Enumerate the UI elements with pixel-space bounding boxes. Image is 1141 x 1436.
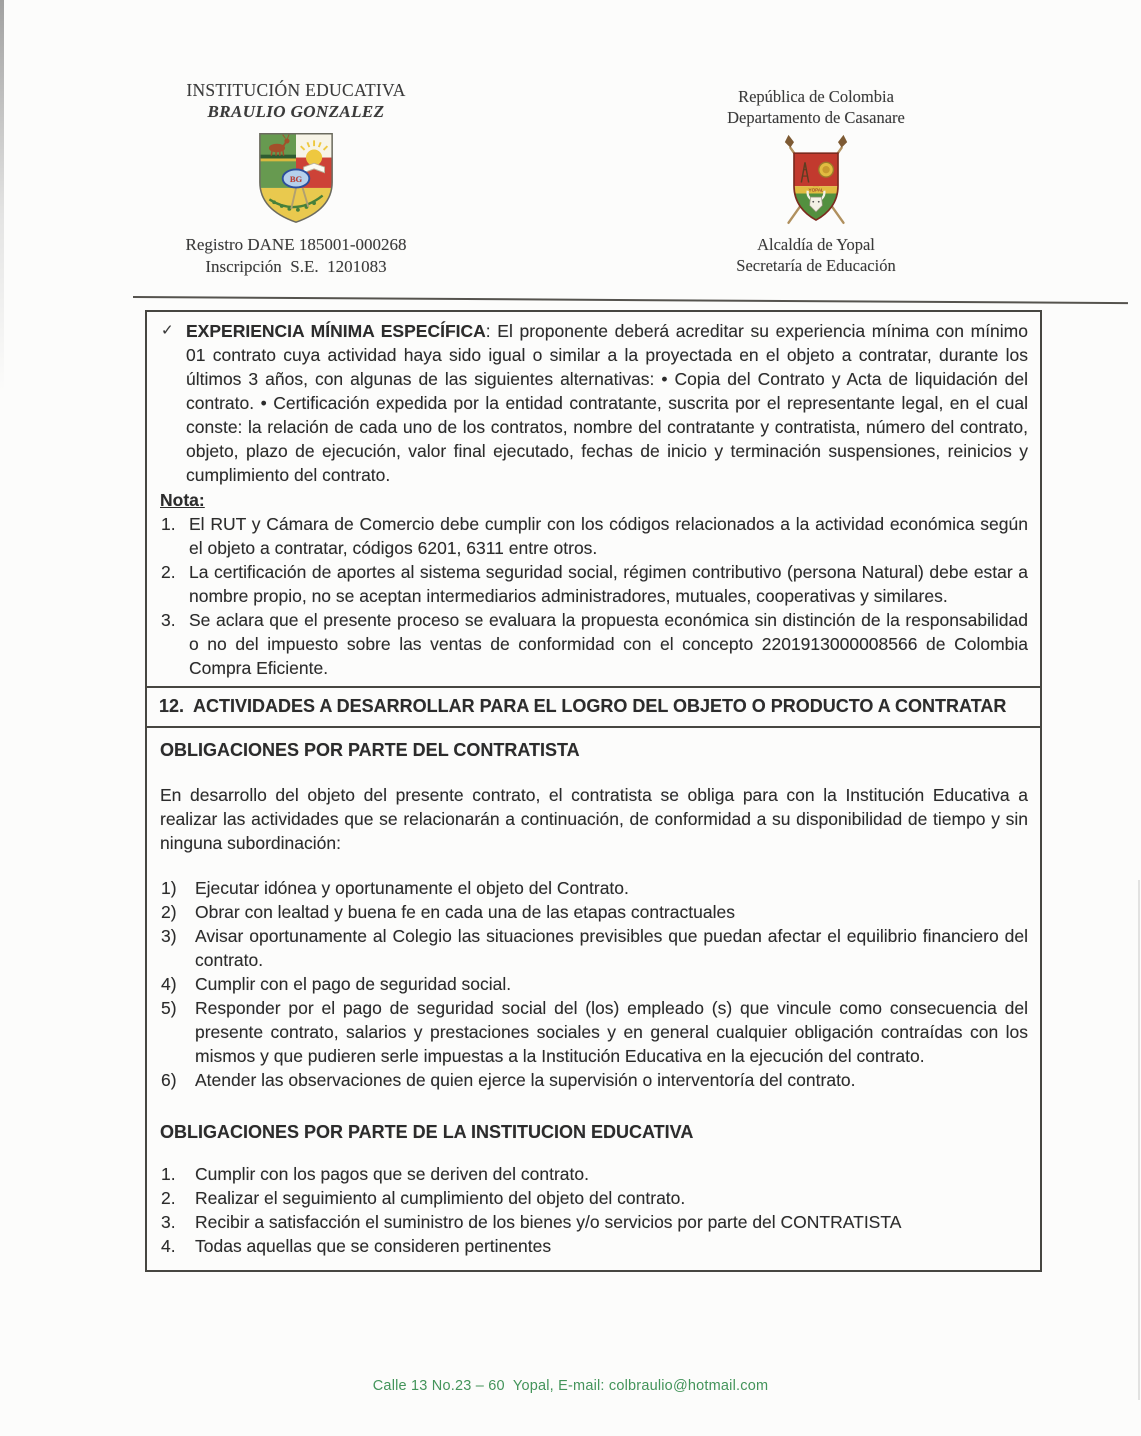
- header-school-block: [150, 80, 442, 277]
- contratista-item-text: Ejecutar idónea y oportunamente el objeto del Contrato.: [195, 878, 629, 898]
- list-marker: 1.: [161, 514, 176, 534]
- contratista-item-text: Atender las observaciones de quien ejerce la supervisión o interventoría del contrato.: [195, 1070, 856, 1090]
- scan-artifact-left-edge: [0, 0, 4, 392]
- institucion-item-text: Todas aquellas que se consideren pertinentes: [195, 1236, 552, 1256]
- list-marker: 4.: [161, 1236, 176, 1256]
- content-table: [145, 310, 1042, 1272]
- registro-dane: Registro DANE 185001-000268: [185, 235, 407, 254]
- footer-address: Calle 13 No.23 – 60 Yopal, E-mail: colbraulio@hotmail.com: [372, 1378, 769, 1394]
- school-name-line2: BRAULIO GONZALEZ: [207, 102, 385, 121]
- section-experiencia-nota: [147, 312, 1040, 688]
- list-marker: 2): [161, 902, 177, 922]
- scan-artifact-right-edge: [1138, 880, 1140, 1400]
- institucion-list: [159, 1162, 1028, 1258]
- contratista-item: [159, 876, 1028, 900]
- section-12-heading: [147, 688, 1040, 728]
- institucion-item: [159, 1210, 1028, 1234]
- experiencia-body: : El proponente deberá acreditar su experiencia mínima con mínimo 01 contrato cuya actividad haya sido igual o similar a la proyectada en el objeto a contratar, durante los últimos 3 años, con algunas de las siguientes alternativas: • Copia del Contrato y Acta de liquidación del contrato. • Certificación expedida por la entidad contratante, suscrita por el representante legal, en el cual conste: la relación de cada uno de los contratos, nombre del contratante y contratista, número del contrato, objeto, plazo de ejecución, valor final ejecutado, fechas de inicio y terminación suspensiones, reinicios y cumplimiento del contrato.: [186, 321, 1028, 485]
- list-marker: 2.: [161, 1188, 176, 1208]
- yopal-coat-of-arms-icon: [688, 133, 944, 232]
- nota-item-text: El RUT y Cámara de Comercio debe cumplir con los códigos relacionados a la actividad económica según el objeto a contratar, códigos 6201, 6311 entre otros.: [189, 514, 1028, 558]
- list-marker: 1): [161, 878, 177, 898]
- nota-item: [159, 560, 1028, 608]
- republica-line: República de Colombia: [738, 87, 894, 106]
- inscripcion-se: Inscripción S.E. 1201083: [205, 257, 387, 276]
- list-marker: 4): [161, 974, 177, 994]
- school-name-line1: INSTITUCIÓN EDUCATIVA: [186, 80, 406, 100]
- institucion-heading: OBLIGACIONES POR PARTE DE LA INSTITUCION EDUCATIVA: [160, 1122, 694, 1142]
- contratista-item: [159, 996, 1028, 1068]
- contratista-item-text: Responder por el pago de seguridad social del (los) empleado (s) que vincule como consecuencia del presente contrato, salarios y prestaciones sociales y en general cualquier obligación contraídas con los mismos y que pudieren serle impuestas a la Institución Educativa en la ejecución del contrato.: [195, 998, 1028, 1066]
- nota-list: [159, 512, 1028, 680]
- list-marker: 6): [161, 1070, 177, 1090]
- header-government-block: [688, 86, 944, 276]
- contratista-item: [159, 1068, 1028, 1092]
- nota-label: Nota:: [160, 490, 205, 510]
- header-divider: [133, 296, 1128, 304]
- secretaria-line: Secretaría de Educación: [736, 256, 896, 275]
- contratista-item: [159, 972, 1028, 996]
- contratista-item: [159, 924, 1028, 972]
- crest-monogram: BG: [289, 173, 303, 184]
- contratista-item-text: Cumplir con el pago de seguridad social.: [195, 974, 512, 994]
- list-marker: 5): [161, 998, 177, 1018]
- section-number: 12.: [159, 696, 185, 716]
- list-marker: 1.: [161, 1164, 176, 1184]
- nota-item: [159, 608, 1028, 680]
- nota-item-text: La certificación de aportes al sistema seguridad social, régimen contributivo (persona Natural) debe estar a nombre propio, no se aceptan intermediarios administradores, mutuales, cooperativas y similares.: [189, 562, 1028, 606]
- nota-item: [159, 512, 1028, 560]
- contratista-intro: En desarrollo del objeto del presente contrato, el contratista se obliga para con la Institución Educativa a realizar las actividades que se relacionarán a continuación, de conformidad a su disponibilidad de tiempo y sin ninguna subordinación:: [160, 785, 1028, 853]
- departamento-line: Departamento de Casanare: [727, 108, 905, 127]
- contratista-list: [159, 876, 1028, 1092]
- list-marker: 2.: [161, 562, 176, 582]
- institucion-item: [159, 1234, 1028, 1258]
- contratista-item: [159, 900, 1028, 924]
- institucion-item-text: Cumplir con los pagos que se deriven del contrato.: [195, 1164, 589, 1184]
- section-title: ACTIVIDADES A DESARROLLAR PARA EL LOGRO DEL OBJETO O PRODUCTO A CONTRATAR: [193, 696, 1007, 716]
- alcaldia-line: Alcaldía de Yopal: [757, 235, 875, 254]
- arms-label: YOPAL: [808, 187, 824, 193]
- checkmark-icon: ✓: [161, 322, 174, 339]
- institucion-item: [159, 1186, 1028, 1210]
- list-marker: 3.: [161, 610, 176, 630]
- experiencia-paragraph: [159, 319, 1028, 487]
- institucion-item: [159, 1162, 1028, 1186]
- contratista-heading: OBLIGACIONES POR PARTE DEL CONTRATISTA: [160, 740, 580, 760]
- list-marker: 3.: [161, 1212, 176, 1232]
- section-obligaciones: [147, 728, 1040, 1270]
- institucion-item-text: Realizar el seguimiento al cumplimiento del objeto del contrato.: [195, 1188, 686, 1208]
- school-crest-icon: [150, 129, 442, 226]
- contratista-item-text: Avisar oportunamente al Colegio las situaciones previsibles que puedan afectar el equilibrio financiero del contrato.: [195, 926, 1028, 970]
- experiencia-title: EXPERIENCIA MÍNIMA ESPECÍFICA: [186, 321, 486, 341]
- nota-item-text: Se aclara que el presente proceso se evaluara la propuesta económica sin distinción de la responsabilidad o no del impuesto sobre las ventas de conformidad con el concepto 2201913000008566 de Colombia Compra Eficiente.: [189, 610, 1028, 678]
- institucion-item-text: Recibir a satisfacción el suministro de los bienes y/o servicios por parte del CONTRATISTA: [195, 1212, 902, 1232]
- contratista-item-text: Obrar con lealtad y buena fe en cada una de las etapas contractuales: [195, 902, 735, 922]
- list-marker: 3): [161, 926, 177, 946]
